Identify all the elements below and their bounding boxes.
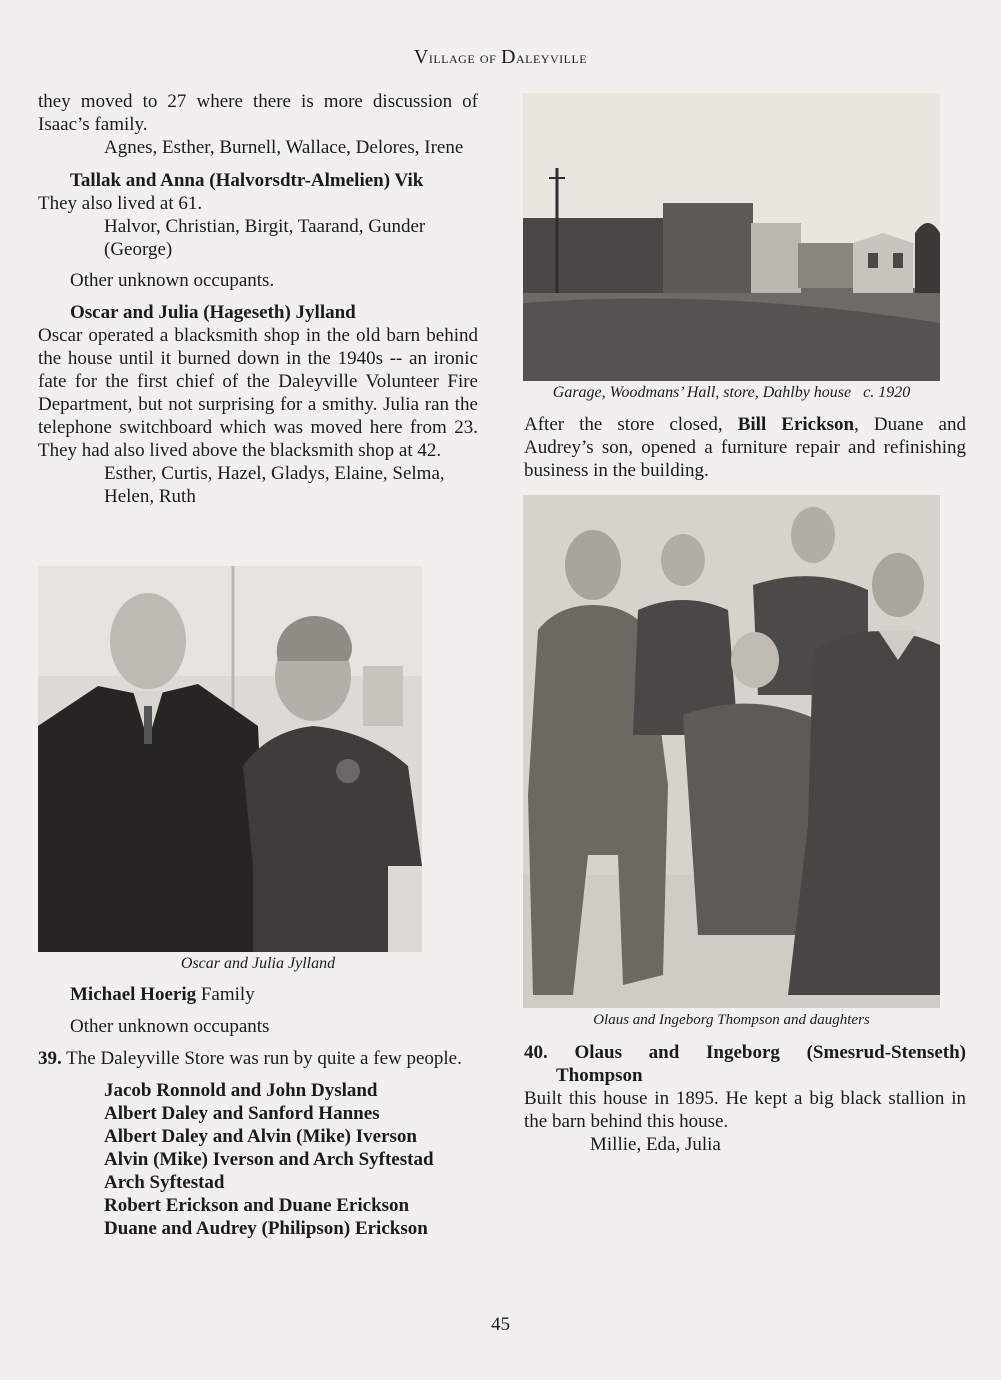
store-owner-item: Albert Daley and Sanford Hannes <box>104 1103 380 1124</box>
store-description: The Daleyville Store was run by quite a few people. <box>61 1048 462 1069</box>
right-column-bottom <box>524 1041 966 1156</box>
right-p1-post: , Duane and Audrey’s son, opened a furniture repair and refinishing business in the building. <box>524 414 966 481</box>
header-title-rest2: aleyville <box>515 48 588 67</box>
photo-thompson-family <box>523 495 940 1008</box>
entry-number-40: 40. <box>524 1042 548 1063</box>
header-title-first-letter: V <box>413 46 429 68</box>
store-owners-list <box>38 1079 478 1240</box>
store-owner-item: Duane and Audrey (Philipson) Erickson <box>104 1218 428 1239</box>
left-children-2: Halvor, Christian, Birgit, Taarand, Gunder (George) <box>104 216 426 260</box>
caption-garage-street-main: Garage, Woodmans’ Hall, store, Dahlby house <box>552 384 852 401</box>
entry-heading-40-line2: Thompson <box>556 1065 643 1086</box>
left-paragraph-1: they moved to 27 where there is more discussion of Isaac’s family. <box>38 91 478 135</box>
right-paragraph-1 <box>524 413 966 482</box>
store-owner-item: Arch Syftestad <box>104 1172 225 1193</box>
right-children-2: Millie, Eda, Julia <box>590 1134 721 1155</box>
store-owner-item: Jacob Ronnold and John Dysland <box>104 1080 378 1101</box>
header-title-rest: illage of <box>428 48 501 67</box>
entry-heading-40-line1: Olaus and Ingeborg (Smesrud-Stenseth) <box>574 1042 966 1063</box>
entry-number-39: 39. <box>38 1048 62 1069</box>
store-owner-item: Albert Daley and Alvin (Mike) Iverson <box>104 1126 417 1147</box>
photo-garage-street-image <box>523 93 940 381</box>
hoerig-name: Michael Hoerig <box>70 984 197 1005</box>
family-heading-jylland: Oscar and Julia (Hageseth) Jylland <box>70 302 356 323</box>
caption-garage-street <box>523 384 940 402</box>
left-paragraph-2: They also lived at 61. <box>38 193 203 214</box>
caption-thompson-family: Olaus and Ingeborg Thompson and daughters <box>593 1012 870 1028</box>
header-title-second-letter: D <box>501 46 516 68</box>
photo-oscar-julia-image <box>38 566 422 952</box>
store-owner-item: Robert Erickson and Duane Erickson <box>104 1195 410 1216</box>
left-children-1: Agnes, Esther, Burnell, Wallace, Delores, Irene <box>104 137 464 158</box>
photo-oscar-julia <box>38 566 422 952</box>
caption-oscar-julia: Oscar and Julia Jylland <box>180 955 336 972</box>
photo-garage-street <box>523 93 940 381</box>
left-children-4: Esther, Curtis, Hazel, Gladys, Elaine, Selma, Helen, Ruth <box>104 463 445 507</box>
running-header <box>0 46 1001 69</box>
family-heading-vik: Tallak and Anna (Halvorsdtr-Almelien) Vik <box>70 170 424 191</box>
bill-erickson-name: Bill Erickson <box>737 414 855 435</box>
left-paragraph-6: Other unknown occupants <box>70 1016 270 1037</box>
right-p1-pre: After the store closed, <box>524 414 738 435</box>
photo-thompson-family-image <box>523 495 940 1008</box>
caption-garage-street-year: c. 1920 <box>863 384 911 401</box>
left-column-top <box>38 90 478 508</box>
page-number: 45 <box>491 1314 510 1335</box>
left-paragraph-7 <box>38 1047 478 1070</box>
store-owner-item: Alvin (Mike) Iverson and Arch Syftestad <box>104 1149 434 1170</box>
entry-heading-40 <box>524 1041 966 1064</box>
hoerig-family: Family <box>196 984 255 1005</box>
right-paragraph-2: Built this house in 1895. He kept a big black stallion in the barn behind this house. <box>524 1088 966 1132</box>
left-column-bottom <box>38 983 478 1240</box>
left-paragraph-5 <box>38 983 478 1006</box>
left-paragraph-4: Oscar operated a blacksmith shop in the old barn behind the house until it burned down in the 1940s -- an ironic fate for the first chief of the Daleyville Volunteer Fire Department, but not surprising for a smithy. Julia ran the telephone switchboard which was moved here from 23. They had also lived above the blacksmith shop at 42. <box>38 325 478 461</box>
left-paragraph-3: Other unknown occupants. <box>70 270 275 291</box>
